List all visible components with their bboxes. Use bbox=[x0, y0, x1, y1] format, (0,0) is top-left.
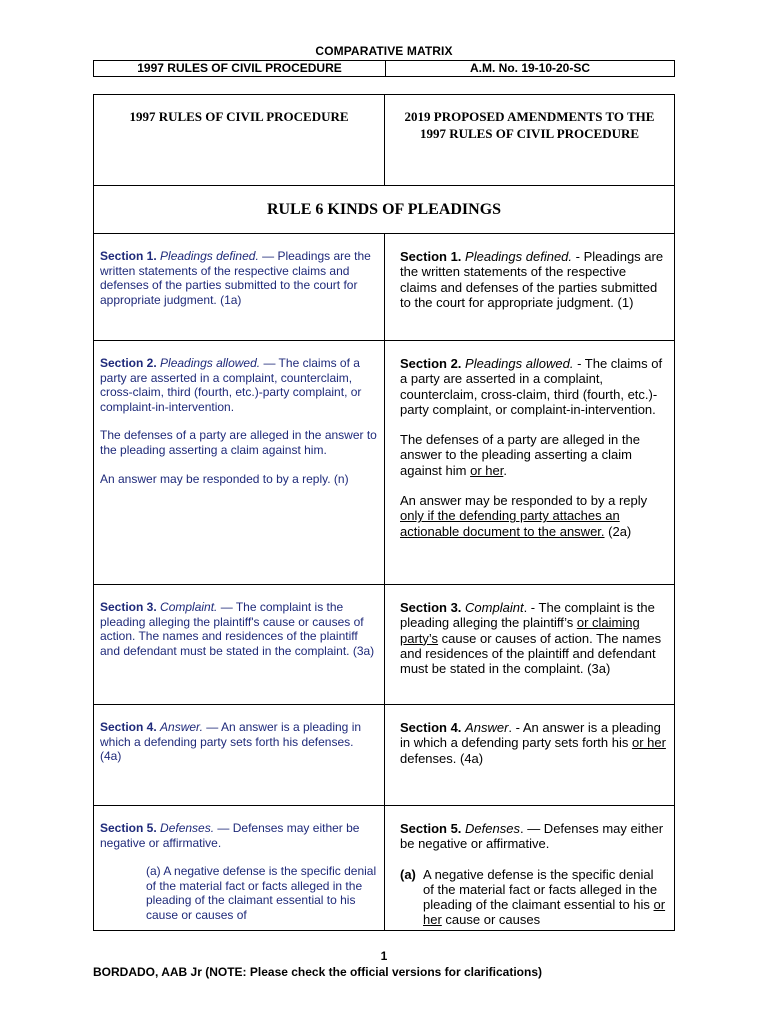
page-number: 1 bbox=[380, 949, 388, 963]
section-1-old: Section 1. Pleadings defined. — Pleadings are the written statements of the respective claims and defenses of the parties submitted to the court for appropriate judgment. (1a) bbox=[100, 249, 371, 307]
header-right-cell: A.M. No. 19-10-20-SC bbox=[469, 61, 591, 75]
section-5-old: Section 5. Defenses. — Defenses may either be negative or affirmative. (a) A negative defense is the specific denial of the material fact or facts alleged in the pleading of the claimant essential to his cause or causes of bbox=[100, 821, 377, 922]
column-header-left: 1997 RULES OF CIVIL PROCEDURE bbox=[129, 109, 349, 124]
comparative-matrix-table bbox=[93, 94, 675, 931]
section-5-row bbox=[94, 806, 674, 930]
rule-title-row bbox=[94, 186, 674, 234]
section-4-row bbox=[94, 705, 674, 806]
document-title: COMPARATIVE MATRIX bbox=[315, 44, 453, 58]
header-left-cell: 1997 RULES OF CIVIL PROCEDURE bbox=[94, 61, 386, 76]
section-3-old: Section 3. Complaint. — The complaint is the pleading alleging the plaintiff's cause or causes of action. The names and residences of the plaintiff and defendant must be stated in the complaint. (3a) bbox=[100, 600, 375, 658]
section-2-row bbox=[94, 341, 674, 585]
section-5-new: Section 5. Defenses. — Defenses may either be negative or affirmative. (a) A negative defense is the specific denial of the material fact or facts alleged in the pleading of the claimant essential to his or her cause or causes bbox=[400, 821, 666, 928]
footer-note: BORDADO, AAB Jr (NOTE: Please check the official versions for clarifications) bbox=[93, 965, 543, 979]
section-2-new: Section 2. Pleadings allowed. - The claims of a party are asserted in a complaint, counterclaim, cross-claim, third (fourth, etc.)-party complaint, or complaint-in-intervention. The defenses of a party are alleged in the answer to the pleading asserting a claim against him or her. An answer may be responded to by a reply only if the defending party attaches an actionable document to the answer. (2a) bbox=[400, 356, 663, 539]
column-header-row bbox=[94, 95, 674, 186]
section-3-row bbox=[94, 585, 674, 705]
section-1-new: Section 1. Pleadings defined. - Pleadings are the written statements of the respective claims and defenses of the parties submitted to the court for appropriate judgment. (1) bbox=[400, 249, 664, 310]
rule-title: RULE 6 KINDS OF PLEADINGS bbox=[266, 201, 502, 218]
section-2-old: Section 2. Pleadings allowed. — The claims of a party are asserted in a complaint, counterclaim, cross-claim, third (fourth, etc.)-party complaint, or complaint-in-intervention. The defenses of a party are alleged in the answer to the pleading asserting a claim against him. An answer may be responded to by a reply. (n) bbox=[100, 356, 377, 486]
section-4-old: Section 4. Answer. — An answer is a pleading in which a defending party sets forth his defenses. (4a) bbox=[100, 720, 362, 764]
section-4-new: Section 4. Answer. - An answer is a pleading in which a defending party sets forth his or her defenses. (4a) bbox=[400, 720, 666, 766]
header-table bbox=[93, 60, 675, 77]
column-header-right: 2019 PROPOSED AMENDMENTS TO THE 1997 RULES OF CIVIL PROCEDURE bbox=[404, 109, 655, 141]
section-3-new: Section 3. Complaint. - The complaint is the pleading alleging the plaintiff’s or claiming party’s cause or causes of action. The names and residences of the plaintiff and defendant must be stated in the complaint. (3a) bbox=[400, 600, 662, 677]
section-1-row bbox=[94, 234, 674, 341]
